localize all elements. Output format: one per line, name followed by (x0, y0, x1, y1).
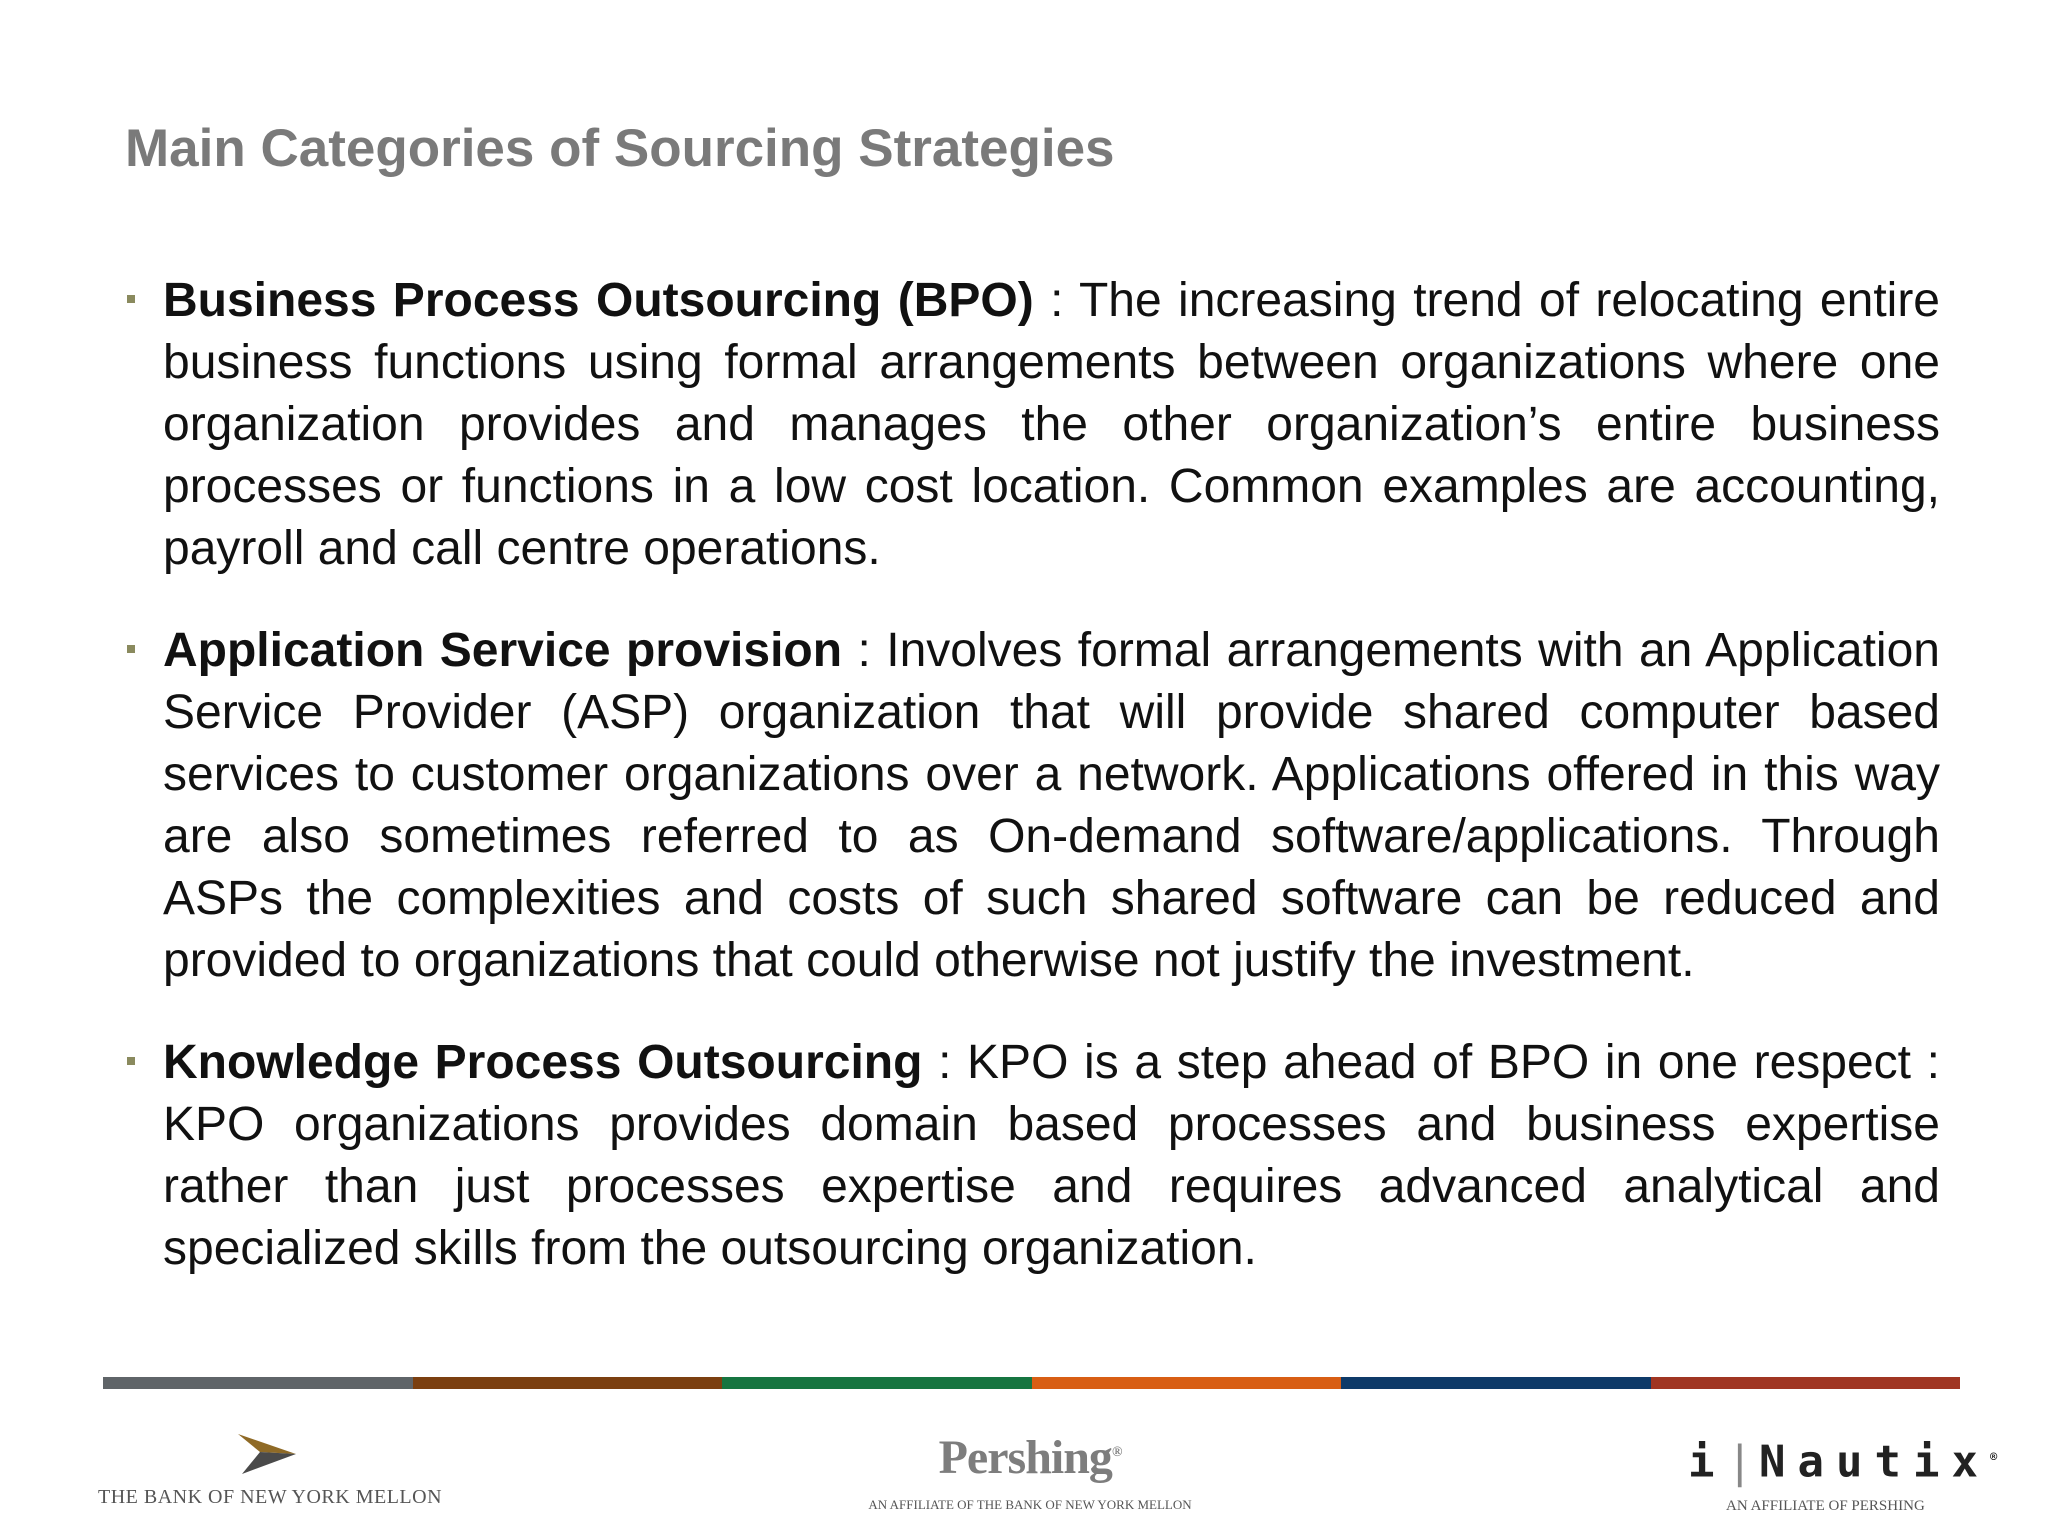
bullet-term: Knowledge Process Outsourcing (163, 1036, 923, 1089)
bullet-term: Application Service provision (163, 624, 843, 677)
bullet-text: : Involves formal arrangements with an Application Service Provider (ASP) organization that will provide shared computer based services to customer organizations over a network. Applications offered in this way are also sometimes referred to as On-demand software/applications. Through ASPs the complexities and costs of such shared software can be reduced and provided to organizations that could otherwise not justify the investment. (163, 624, 1940, 987)
bny-arrow-icon (238, 1432, 298, 1476)
slide-title: Main Categories of Sourcing Strategies (125, 119, 1115, 178)
bullet-square-icon (127, 645, 135, 653)
bullet-square-icon (127, 1057, 135, 1065)
pershing-logo (860, 1428, 1200, 1513)
color-bar-segment (413, 1377, 723, 1389)
bullet-asp (125, 620, 1940, 992)
bullet-kpo (125, 1032, 1940, 1280)
color-bar-segment (103, 1377, 413, 1389)
inautix-tagline: AN AFFILIATE OF PERSHING (1726, 1497, 1925, 1514)
bullet-bpo (125, 270, 1940, 580)
footer-color-bar (103, 1377, 1960, 1389)
pershing-tagline: AN AFFILIATE OF THE BANK OF NEW YORK MELLON (868, 1497, 1192, 1512)
inautix-wordmark: i|Nautix® (1688, 1436, 1998, 1488)
color-bar-segment (1651, 1377, 1961, 1389)
pershing-wordmark: Pershing® (938, 1431, 1122, 1484)
bny-mellon-name: THE BANK OF NEW YORK MELLON (98, 1486, 443, 1508)
color-bar-segment (1032, 1377, 1342, 1389)
bullet-list (125, 270, 1940, 1320)
inautix-logo (1688, 1432, 1998, 1515)
color-bar-segment (722, 1377, 1032, 1389)
color-bar-segment (1341, 1377, 1651, 1389)
bullet-text: : The increasing trend of relocating entire business functions using formal arrangements between organizations where one organization provides and manages the other organization’s entire business processes or functions in a low cost location. Common examples are accounting, payroll and call centre operations. (163, 274, 1941, 575)
bullet-square-icon (127, 295, 135, 303)
bullet-text: : KPO is a step ahead of BPO in one respect : KPO organizations provides domain based processes and business expertise rather than just processes expertise and requires advanced analytical and specialized skills from the outsourcing organization. (163, 1036, 1940, 1275)
bullet-term: Business Process Outsourcing (BPO) (163, 274, 1034, 327)
